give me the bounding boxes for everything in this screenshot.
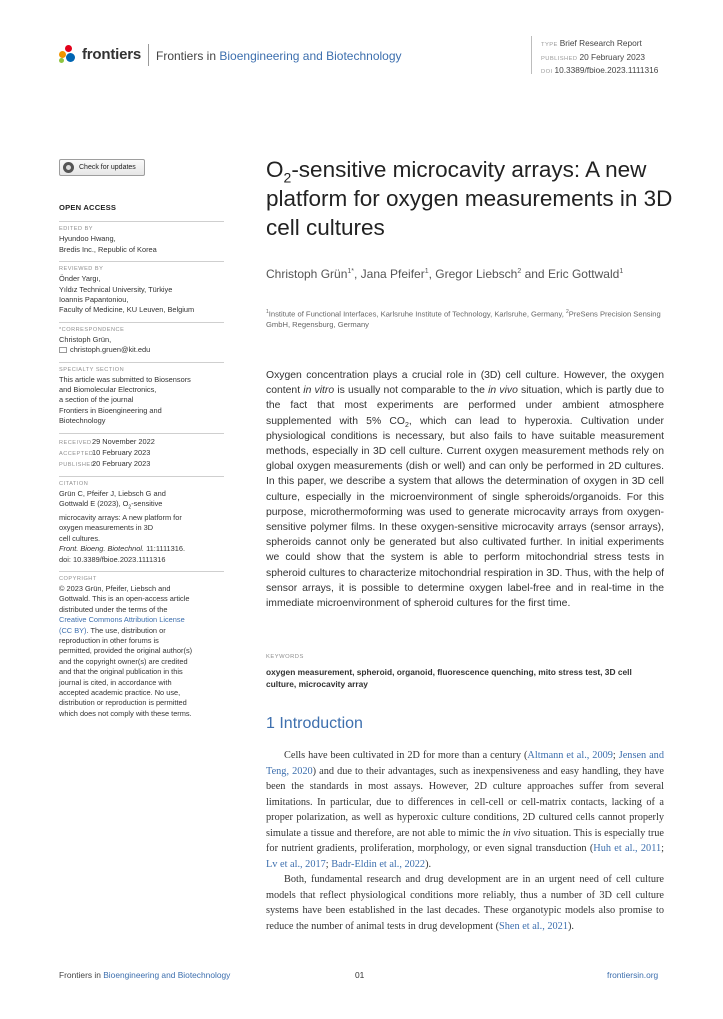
- introduction-body: [266, 748, 664, 934]
- correspondence-section: *CORRESPONDENCE Christoph Grün, christoph.gruen@kit.edu: [59, 322, 224, 356]
- page-number: 01: [355, 970, 365, 980]
- citation-link[interactable]: Shen et al., 2021: [499, 920, 568, 932]
- author-name: Jana Pfeifer: [360, 267, 425, 281]
- check-for-updates-button[interactable]: Check for updates: [59, 159, 145, 176]
- logo-wordmark: frontiers: [82, 45, 142, 63]
- article-meta: [541, 38, 658, 79]
- footer-website-link[interactable]: frontiersin.org: [607, 970, 659, 980]
- citation-link[interactable]: Jensen and Teng, 2020: [266, 750, 664, 777]
- meta-published: PUBLISHED 20 February 2023: [541, 51, 645, 62]
- meta-type: TYPE Brief Research Report: [541, 38, 642, 48]
- section-heading-introduction: 1 Introduction: [266, 715, 363, 732]
- frontiers-logo: [59, 45, 141, 63]
- citation-link[interactable]: Badr-Eldin et al., 2022: [331, 858, 426, 870]
- citation-link[interactable]: Lv et al., 2017: [266, 858, 326, 870]
- author-name: Gregor Liebsch: [435, 267, 518, 281]
- affiliations: $^1$Institute of Functional Interfaces, Karlsruhe Institute of Technology, Karlsruhe, Germany, $^2$PreSens Precision Sensing GmbH, Regensburg, Germany: [266, 309, 661, 330]
- author-name: Eric Gottwald: [547, 267, 620, 281]
- meta-doi: DOI 10.3389/fbioe.2023.1111316: [541, 65, 659, 75]
- keywords-label: KEYWORDS: [266, 654, 304, 660]
- citation-link[interactable]: Huh et al., 2011: [593, 843, 662, 854]
- correspondence-email[interactable]: christoph.gruen@kit.edu: [70, 345, 151, 355]
- journal-title: Frontiers in Bioengineering and Biotechnology: [156, 49, 402, 63]
- cc-license-link[interactable]: Creative Commons Attribution License: [59, 615, 185, 625]
- article-title: $O_2$-sensitive microcavity arrays: A new platform for oxygen measurements in 3D cell cultures: [266, 157, 673, 240]
- intro-paragraph-2: Both, fundamental research and drug development are in an urgent need of cell culture models that reflect physiological conditions more reliably, thus a number of 3D cell culture systems have been established in the last decades. These organotypic models also promise to reduce the number of animal tests in drug development (Shen et al., 2021).: [266, 874, 664, 932]
- meta-divider: [531, 36, 532, 74]
- author-name: Christoph Grün: [266, 267, 348, 281]
- author-list: Christoph Grün$^{1*}$, Jana Pfeifer$^1$, Gregor Liebsch$^2$ and Eric Gottwald$^1$: [266, 267, 624, 281]
- update-check-icon: [63, 162, 74, 173]
- footer-journal: Frontiers in Bioengineering and Biotechnology: [59, 970, 231, 980]
- open-access-label: OPEN ACCESS: [59, 203, 117, 212]
- intro-paragraph-1: Cells have been cultivated in 2D for more than a century (Altmann et al., 2009; Jensen and Teng, 2020) and due to their advantages, such as inexpensiveness and easy handling, they have been the standards in most assays. However, 2D culture approaches suffer from several limitations. In particular, due to differences in cell-cell or cell-matrix contacts, lacking of a proper polarization, as well as hyperoxic culture conditions, 2D cultured cells cannot properly simulate a tissue and therefore, are not able to mimic the in vivo situation. This is especially true for nutrient gradients, proliferation, morphology, or even signal transduction (Huh et al., 2011; Lv et al., 2017; Badr-Eldin et al., 2022).: [266, 750, 664, 870]
- specialty-section: SPECIALTY SECTION This article was submitted to Biosensors and Biomolecular Electronics, a section of the journal Frontiers in Bioengineering and Biotechnology: [59, 362, 224, 427]
- cc-by-link[interactable]: (CC BY): [59, 625, 87, 635]
- citation-link[interactable]: Altmann et al., 2009: [527, 750, 613, 761]
- edited-by-section: EDITED BY Hyundoo Hwang, Bredis Inc., Republic of Korea: [59, 221, 224, 255]
- dates-section: RECEIVED29 November 2022 ACCEPTED10 February 2023 PUBLISHED20 February 2023: [59, 433, 224, 470]
- mail-icon: [59, 347, 67, 353]
- frontiers-logo-icon: [59, 45, 77, 63]
- article-sidebar: [59, 203, 224, 725]
- copyright-section: COPYRIGHT © 2023 Grün, Pfeifer, Liebsch and Gottwald. This is an open-access article distributed under the terms of the Creative Commons Attribution License (CC BY). The use, distribution or reproduction in other forums is permitted, provided the original author(s) and the copyright owner(s) are credited and that the original publication in this journal is cited, in accordance with accepted academic practice. No use, distribution or reproduction is permitted which does not comply with these terms.: [59, 571, 224, 719]
- abstract: Oxygen concentration plays a crucial role in (3D) cell culture. However, the oxygen content in vitro is usually not comparable to the in vivo situation, which is partly due to the fact that most experiments are performed under ambient atmosphere supplemented with 5% $CO_2$, which can lead to hyperoxia. Cultivation under physiological conditions is necessary, but also fails to have suitable measurement methods, especially in 3D cell culture. Current oxygen measurement methods rely on global oxygen measurements (dish or well) and can only be performed in 2D cultures. In this paper, we describe a system that allows the determination of oxygen in 3D cell culture, especially in the microenvironment of single spheroids/organoids. For this purpose, microthermoforming was used to generate microcavity arrays from oxygen-sensitive polymer films. In these oxygen-sensitive microcavity arrays (sensor arrays), spheroids cannot only be generated but also cultivated further. In initial experiments we could show that the system is able to perform mitochondrial stress tests in spheroid cultures to characterize mitochondrial respiration in 3D. Thus, with the help of sensor arrays, it is possible to determine oxygen label-free and in real-time in the immediate microenvironment of spheroid cultures for the first time.: [266, 370, 665, 610]
- header-divider: [148, 44, 149, 66]
- citation-section: CITATION Grün C, Pfeifer J, Liebsch G and Gottwald E (2023), $O_2$-sensitive microcavity arrays: A new platform for oxygen measurements in 3D cell cultures. Front. Bioeng. Biotechnol. 11:1111316. doi: 10.3389/fbioe.2023.1111316: [59, 476, 224, 565]
- keywords: oxygen measurement, spheroid, organoid, fluorescence quenching, mito stress test, 3D cell culture, microcavity array: [266, 667, 632, 689]
- reviewed-by-section: REVIEWED BY Önder Yargı, Yıldız Technical University, Türkiye Ioannis Papantoniou, Faculty of Medicine, KU Leuven, Belgium: [59, 261, 224, 316]
